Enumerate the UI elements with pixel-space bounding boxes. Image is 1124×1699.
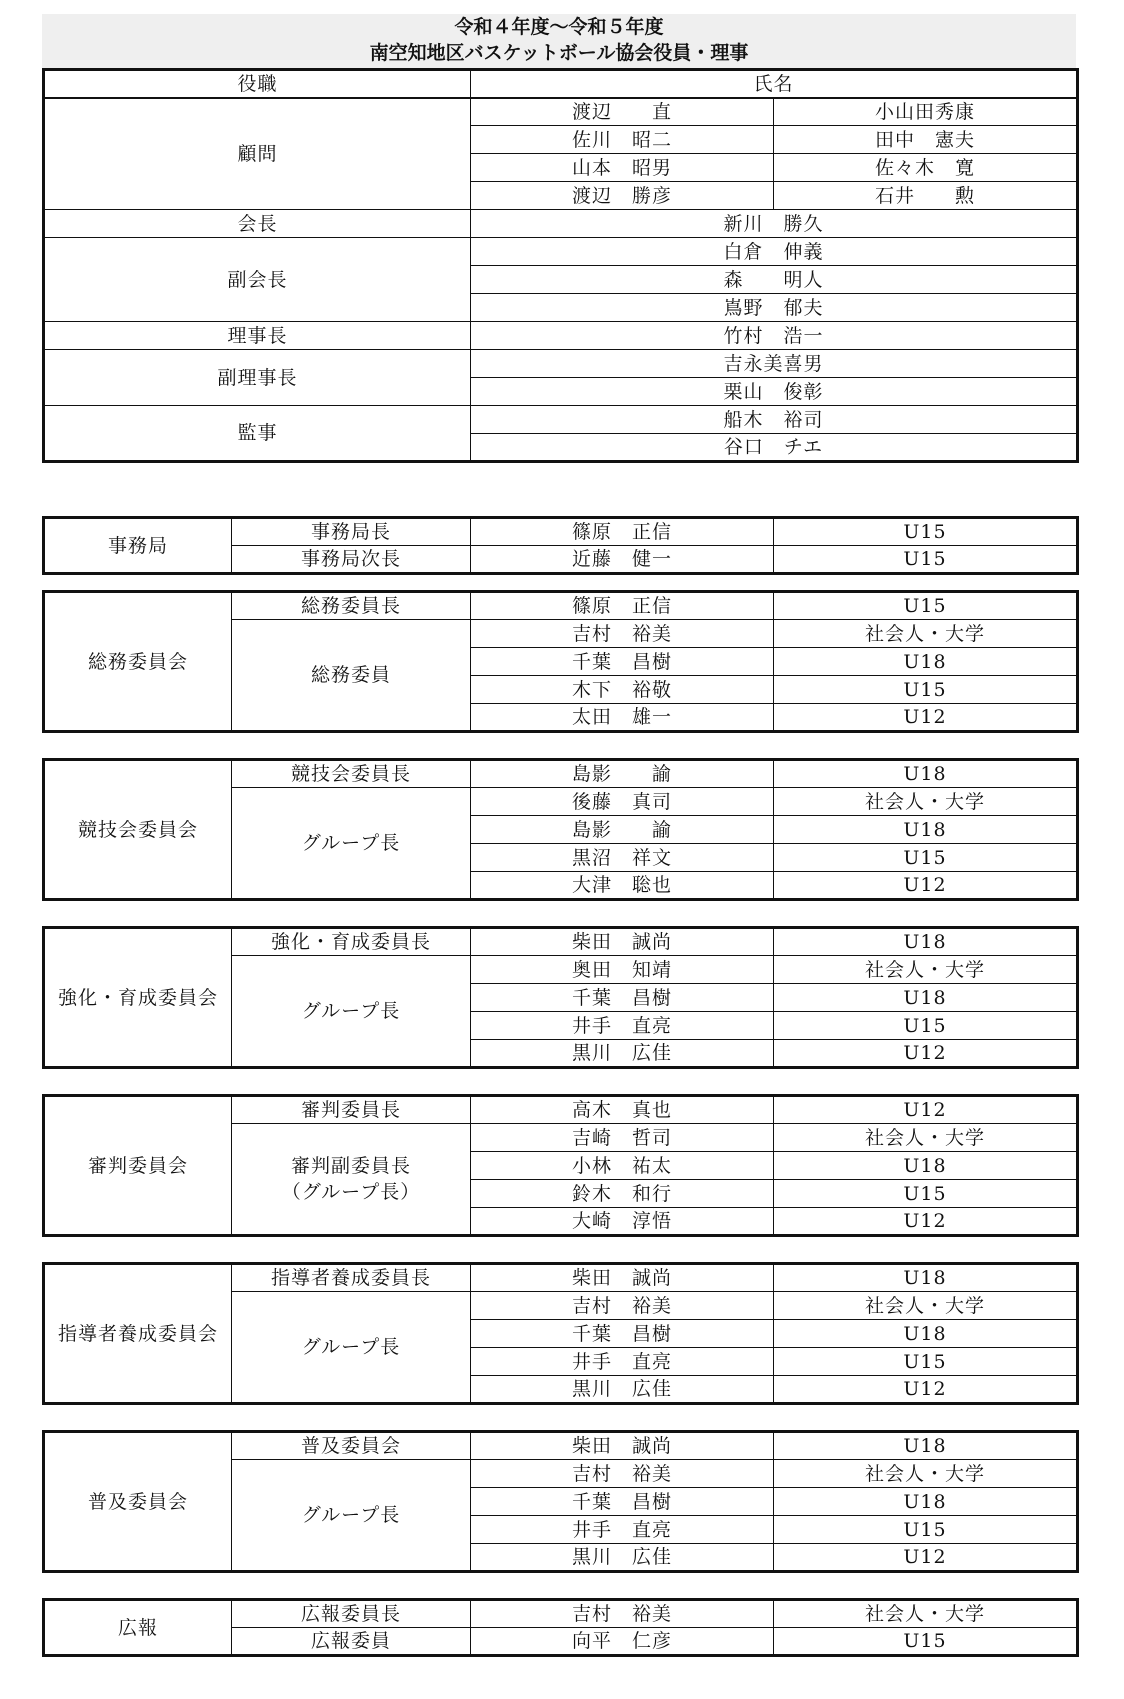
member-name: 高木 真也 bbox=[471, 1096, 774, 1124]
member-name: 島影 諭 bbox=[471, 760, 774, 788]
officer-name: 森 明人 bbox=[471, 266, 1078, 294]
committee-table bbox=[42, 1430, 1079, 1573]
officer-name: 竹村 浩一 bbox=[471, 322, 1078, 350]
document-title bbox=[42, 14, 1076, 68]
member-name: 篠原 正信 bbox=[471, 592, 774, 620]
member-name: 千葉 昌樹 bbox=[471, 1488, 774, 1516]
position-label: 事務局次長 bbox=[232, 546, 471, 574]
table-row bbox=[44, 928, 1078, 956]
member-category: 社会人・大学 bbox=[774, 788, 1078, 816]
position-line: 審判副委員長 bbox=[290, 1155, 411, 1177]
member-category: U18 bbox=[774, 648, 1078, 676]
officer-name: 小山田秀康 bbox=[774, 98, 1078, 126]
officer-name: 船木 裕司 bbox=[471, 406, 1078, 434]
member-category: U18 bbox=[774, 816, 1078, 844]
member-name: 後藤 真司 bbox=[471, 788, 774, 816]
member-category: 社会人・大学 bbox=[774, 956, 1078, 984]
officers-table bbox=[42, 68, 1079, 463]
position-label: 広報委員長 bbox=[232, 1600, 471, 1628]
position-label: 広報委員 bbox=[232, 1628, 471, 1656]
member-name: 小林 祐太 bbox=[471, 1152, 774, 1180]
member-name: 柴田 誠尚 bbox=[471, 1264, 774, 1292]
member-name: 吉村 裕美 bbox=[471, 620, 774, 648]
member-name: 柴田 誠尚 bbox=[471, 1432, 774, 1460]
member-category: U18 bbox=[774, 1264, 1078, 1292]
member-name: 吉崎 哲司 bbox=[471, 1124, 774, 1152]
committee-table bbox=[42, 1262, 1079, 1405]
member-name: 千葉 昌樹 bbox=[471, 648, 774, 676]
header-name: 氏名 bbox=[471, 70, 1078, 98]
officer-name: 佐川 昭二 bbox=[471, 126, 774, 154]
member-name: 黒川 広佳 bbox=[471, 1544, 774, 1572]
committee-name: 普及委員会 bbox=[44, 1432, 232, 1572]
table-row bbox=[44, 98, 1078, 126]
member-category: U18 bbox=[774, 984, 1078, 1012]
table-row bbox=[44, 238, 1078, 266]
member-name: 井手 直亮 bbox=[471, 1012, 774, 1040]
member-category: U15 bbox=[774, 592, 1078, 620]
member-category: U15 bbox=[774, 518, 1078, 546]
role-komon: 顧問 bbox=[44, 98, 471, 210]
member-category: U18 bbox=[774, 1488, 1078, 1516]
table-row bbox=[44, 592, 1078, 620]
committee-name: 広報 bbox=[44, 1600, 232, 1656]
member-name: 篠原 正信 bbox=[471, 518, 774, 546]
officer-name: 新川 勝久 bbox=[471, 210, 1078, 238]
member-name: 吉村 裕美 bbox=[471, 1460, 774, 1488]
member-name: 近藤 健一 bbox=[471, 546, 774, 574]
position-label: 総務委員 bbox=[232, 620, 471, 732]
member-name: 千葉 昌樹 bbox=[471, 984, 774, 1012]
member-category: U18 bbox=[774, 760, 1078, 788]
officer-name: 渡辺 直 bbox=[471, 98, 774, 126]
member-category: U15 bbox=[774, 1012, 1078, 1040]
member-category: U18 bbox=[774, 1152, 1078, 1180]
member-category: 社会人・大学 bbox=[774, 620, 1078, 648]
committee-name: 審判委員会 bbox=[44, 1096, 232, 1236]
position-label: 普及委員会 bbox=[232, 1432, 471, 1460]
officer-name: 谷口 チエ bbox=[471, 434, 1078, 462]
position-line: （グループ長） bbox=[281, 1181, 421, 1203]
committee-table bbox=[42, 926, 1079, 1069]
table-row bbox=[44, 350, 1078, 378]
member-category: U15 bbox=[774, 546, 1078, 574]
member-category: U12 bbox=[774, 1544, 1078, 1572]
member-name: 奥田 知靖 bbox=[471, 956, 774, 984]
position-label: 強化・育成委員長 bbox=[232, 928, 471, 956]
role-rijicho: 理事長 bbox=[44, 322, 471, 350]
member-name: 千葉 昌樹 bbox=[471, 1320, 774, 1348]
position-label: グループ長 bbox=[232, 956, 471, 1068]
member-name: 黒沼 祥文 bbox=[471, 844, 774, 872]
member-category: 社会人・大学 bbox=[774, 1292, 1078, 1320]
title-line-2: 南空知地区バスケットボール協会役員・理事 bbox=[369, 42, 749, 64]
officer-name: 佐々木 寛 bbox=[774, 154, 1078, 182]
member-name: 井手 直亮 bbox=[471, 1516, 774, 1544]
committee-table bbox=[42, 1094, 1079, 1237]
committee-name: 強化・育成委員会 bbox=[44, 928, 232, 1068]
table-row bbox=[44, 406, 1078, 434]
member-name: 吉村 裕美 bbox=[471, 1292, 774, 1320]
committee-name: 総務委員会 bbox=[44, 592, 232, 732]
member-name: 木下 裕敬 bbox=[471, 676, 774, 704]
member-name: 井手 直亮 bbox=[471, 1348, 774, 1376]
member-name: 大崎 淳悟 bbox=[471, 1208, 774, 1236]
committee-table bbox=[42, 1598, 1079, 1657]
member-category: U12 bbox=[774, 1096, 1078, 1124]
member-name: 大津 聡也 bbox=[471, 872, 774, 900]
committee-table bbox=[42, 590, 1079, 733]
member-category: U15 bbox=[774, 676, 1078, 704]
member-category: U12 bbox=[774, 872, 1078, 900]
table-row bbox=[44, 760, 1078, 788]
member-category: U15 bbox=[774, 1180, 1078, 1208]
officer-name: 吉永美喜男 bbox=[471, 350, 1078, 378]
committee-name: 事務局 bbox=[44, 518, 232, 574]
position-label: 総務委員長 bbox=[232, 592, 471, 620]
role-kanji: 監事 bbox=[44, 406, 471, 462]
title-line-1: 令和４年度～令和５年度 bbox=[454, 16, 664, 38]
committee-name: 指導者養成委員会 bbox=[44, 1264, 232, 1404]
table-row bbox=[44, 518, 1078, 546]
officer-name: 山本 昭男 bbox=[471, 154, 774, 182]
member-name: 黒川 広佳 bbox=[471, 1376, 774, 1404]
member-category: 社会人・大学 bbox=[774, 1460, 1078, 1488]
table-row bbox=[44, 1264, 1078, 1292]
role-kaicho: 会長 bbox=[44, 210, 471, 238]
officer-name: 田中 憲夫 bbox=[774, 126, 1078, 154]
committee-name: 競技会委員会 bbox=[44, 760, 232, 900]
member-name: 太田 雄一 bbox=[471, 704, 774, 732]
member-category: U15 bbox=[774, 1628, 1078, 1656]
member-category: U12 bbox=[774, 1208, 1078, 1236]
member-category: U18 bbox=[774, 1320, 1078, 1348]
member-category: U15 bbox=[774, 1348, 1078, 1376]
table-row bbox=[44, 1432, 1078, 1460]
committee-table bbox=[42, 758, 1079, 901]
member-category: U12 bbox=[774, 1040, 1078, 1068]
member-category: U15 bbox=[774, 844, 1078, 872]
officer-name: 嶌野 郁夫 bbox=[471, 294, 1078, 322]
officer-name: 石井 勲 bbox=[774, 182, 1078, 210]
member-name: 黒川 広佳 bbox=[471, 1040, 774, 1068]
position-label: 審判委員長 bbox=[232, 1096, 471, 1124]
member-name: 鈴木 和行 bbox=[471, 1180, 774, 1208]
member-category: 社会人・大学 bbox=[774, 1600, 1078, 1628]
position-label: グループ長 bbox=[232, 788, 471, 900]
member-category: U15 bbox=[774, 1516, 1078, 1544]
officer-name: 白倉 伸義 bbox=[471, 238, 1078, 266]
member-name: 吉村 裕美 bbox=[471, 1600, 774, 1628]
table-header-row bbox=[44, 70, 1078, 98]
table-row bbox=[44, 210, 1078, 238]
member-name: 島影 諭 bbox=[471, 816, 774, 844]
role-fukukaicho: 副会長 bbox=[44, 238, 471, 322]
officer-name: 渡辺 勝彦 bbox=[471, 182, 774, 210]
member-category: 社会人・大学 bbox=[774, 1124, 1078, 1152]
position-label bbox=[232, 1124, 471, 1236]
header-role: 役職 bbox=[44, 70, 471, 98]
position-label: 事務局長 bbox=[232, 518, 471, 546]
officer-name: 栗山 俊彰 bbox=[471, 378, 1078, 406]
position-label: グループ長 bbox=[232, 1292, 471, 1404]
member-category: U12 bbox=[774, 704, 1078, 732]
committee-table bbox=[42, 516, 1079, 575]
position-label: 指導者養成委員長 bbox=[232, 1264, 471, 1292]
table-row bbox=[44, 1600, 1078, 1628]
table-row bbox=[44, 322, 1078, 350]
position-label: グループ長 bbox=[232, 1460, 471, 1572]
member-name: 柴田 誠尚 bbox=[471, 928, 774, 956]
member-name: 向平 仁彦 bbox=[471, 1628, 774, 1656]
table-row bbox=[44, 1096, 1078, 1124]
role-fukurijicho: 副理事長 bbox=[44, 350, 471, 406]
member-category: U18 bbox=[774, 928, 1078, 956]
member-category: U12 bbox=[774, 1376, 1078, 1404]
position-label: 競技会委員長 bbox=[232, 760, 471, 788]
member-category: U18 bbox=[774, 1432, 1078, 1460]
